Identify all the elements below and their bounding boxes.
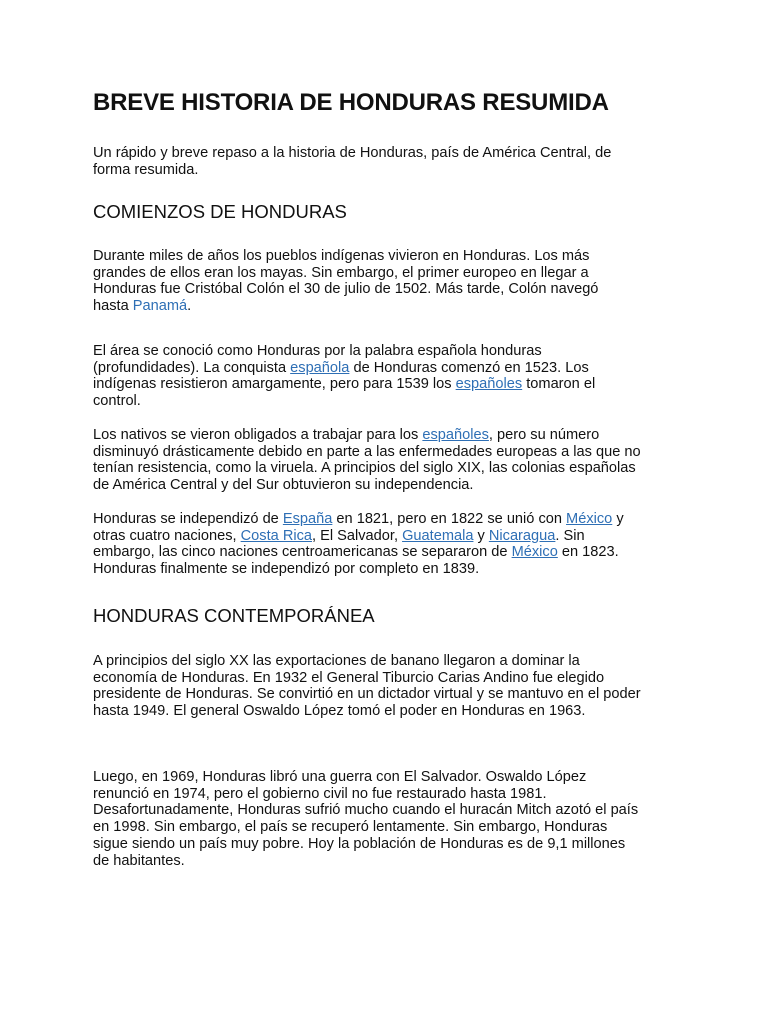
link-espanola[interactable]: española	[290, 359, 350, 376]
paragraph-line: economía de Honduras. En 1932 el General Tiburcio Carias Andino fue elegido	[93, 669, 605, 686]
paragraph-line: Luego, en 1969, Honduras libró una guerra con El Salvador. Oswaldo López	[93, 769, 587, 785]
paragraph-line: renunció en 1974, pero el gobierno civil no fue restaurado hasta 1981.	[93, 785, 547, 802]
paragraph-recent-history	[93, 769, 683, 869]
text-segment: otras cuatro naciones,	[93, 527, 241, 544]
text-segment: en 1821, pero en 1822 se unió con	[332, 511, 567, 527]
paragraph-line: Honduras finalmente se independizó por completo en 1839.	[93, 561, 480, 578]
text-segment: , pero su número	[488, 427, 600, 443]
text-segment: y	[612, 511, 624, 527]
paragraph-line: de habitantes.	[93, 852, 185, 869]
paragraph-line	[93, 427, 683, 444]
intro-line: forma resumida.	[93, 161, 199, 178]
paragraph-line: El área se conoció como Honduras por la palabra española honduras	[93, 343, 542, 359]
paragraph-line: Durante miles de años los pueblos indígenas vivieron en Honduras. Los más	[93, 248, 590, 264]
paragraph-twentieth-century	[93, 653, 683, 720]
text-segment: , El Salvador,	[312, 527, 403, 544]
paragraph-line: de América Central y del Sur obtuvieron su independencia.	[93, 477, 474, 494]
paragraph-line: tenían resistencia, como la viruela. A principios del siglo XIX, las colonias españolas	[93, 460, 636, 477]
text-segment: .	[187, 298, 192, 315]
paragraph-line: hasta 1949. El general Oswaldo López tomó el poder en Honduras en 1963.	[93, 703, 586, 720]
intro-paragraph	[93, 145, 683, 178]
paragraph-line: disminuyó drásticamente debido en parte a las enfermedades europeas a las que no	[93, 443, 641, 460]
paragraph-line	[93, 376, 683, 393]
text-segment: (profundidades). La conquista	[93, 359, 291, 376]
text-segment: indígenas resistieron amargamente, pero para 1539 los	[93, 376, 456, 393]
text-segment: en 1823.	[557, 544, 619, 561]
paragraph-natives	[93, 427, 683, 494]
text-segment: de Honduras comenzó en 1523. Los	[349, 359, 589, 376]
link-panama[interactable]: Panamá	[132, 298, 188, 315]
paragraph-line: A principios del siglo XX las exportaciones de banano llegaron a dominar la	[93, 653, 580, 669]
paragraph-line: presidente de Honduras. Se convirtió en un dictador virtual y se mantuvo en el poder	[93, 686, 641, 703]
paragraph-line: Honduras fue Cristóbal Colón el 30 de julio de 1502. Más tarde, Colón navegó	[93, 281, 599, 298]
paragraph-line	[93, 298, 683, 315]
section-heading-comienzos: COMIENZOS DE HONDURAS	[93, 201, 347, 222]
text-segment: Honduras se independizó de	[93, 511, 283, 527]
link-guatemala[interactable]: Guatemala	[402, 527, 474, 544]
page-title: BREVE HISTORIA DE HONDURAS RESUMIDA	[93, 89, 609, 116]
paragraph-line	[93, 528, 683, 545]
paragraph-line: en 1998. Sin embargo, el país se recuperó lentamente. Sin embargo, Honduras	[93, 819, 608, 836]
paragraph-line: Desafortunadamente, Honduras sufrió mucho cuando el huracán Mitch azotó el país	[93, 802, 639, 819]
paragraph-line: control.	[93, 393, 141, 410]
text-segment: embargo, las cinco naciones centroamericanas se separaron de	[93, 544, 512, 561]
link-mexico[interactable]: México	[511, 544, 558, 561]
link-costa-rica[interactable]: Costa Rica	[240, 527, 313, 544]
paragraph-line	[93, 511, 683, 528]
link-espanoles[interactable]: españoles	[422, 427, 489, 443]
text-segment: Los nativos se vieron obligados a trabajar para los	[93, 427, 423, 443]
paragraph-line: sigue siendo un país muy pobre. Hoy la población de Honduras es de 9,1 millones	[93, 835, 626, 852]
intro-line: Un rápido y breve repaso a la historia de Honduras, país de América Central, de	[93, 145, 612, 161]
paragraph-line	[93, 360, 683, 377]
link-espanoles[interactable]: españoles	[455, 376, 523, 393]
paragraph-line	[93, 544, 683, 561]
paragraph-conquest	[93, 343, 683, 410]
text-segment: y	[473, 527, 489, 544]
text-segment: tomaron el	[522, 376, 596, 393]
paragraph-early-history	[93, 248, 683, 315]
text-segment: hasta	[93, 298, 133, 315]
link-nicaragua[interactable]: Nicaragua	[488, 527, 556, 544]
section-heading-contemporanea: HONDURAS CONTEMPORÁNEA	[93, 605, 375, 626]
link-espana[interactable]: España	[282, 511, 333, 527]
text-segment: . Sin	[555, 527, 585, 544]
paragraph-line: grandes de ellos eran los mayas. Sin embargo, el primer europeo en llegar a	[93, 264, 589, 281]
link-mexico[interactable]: México	[566, 511, 613, 527]
paragraph-independence	[93, 511, 683, 578]
